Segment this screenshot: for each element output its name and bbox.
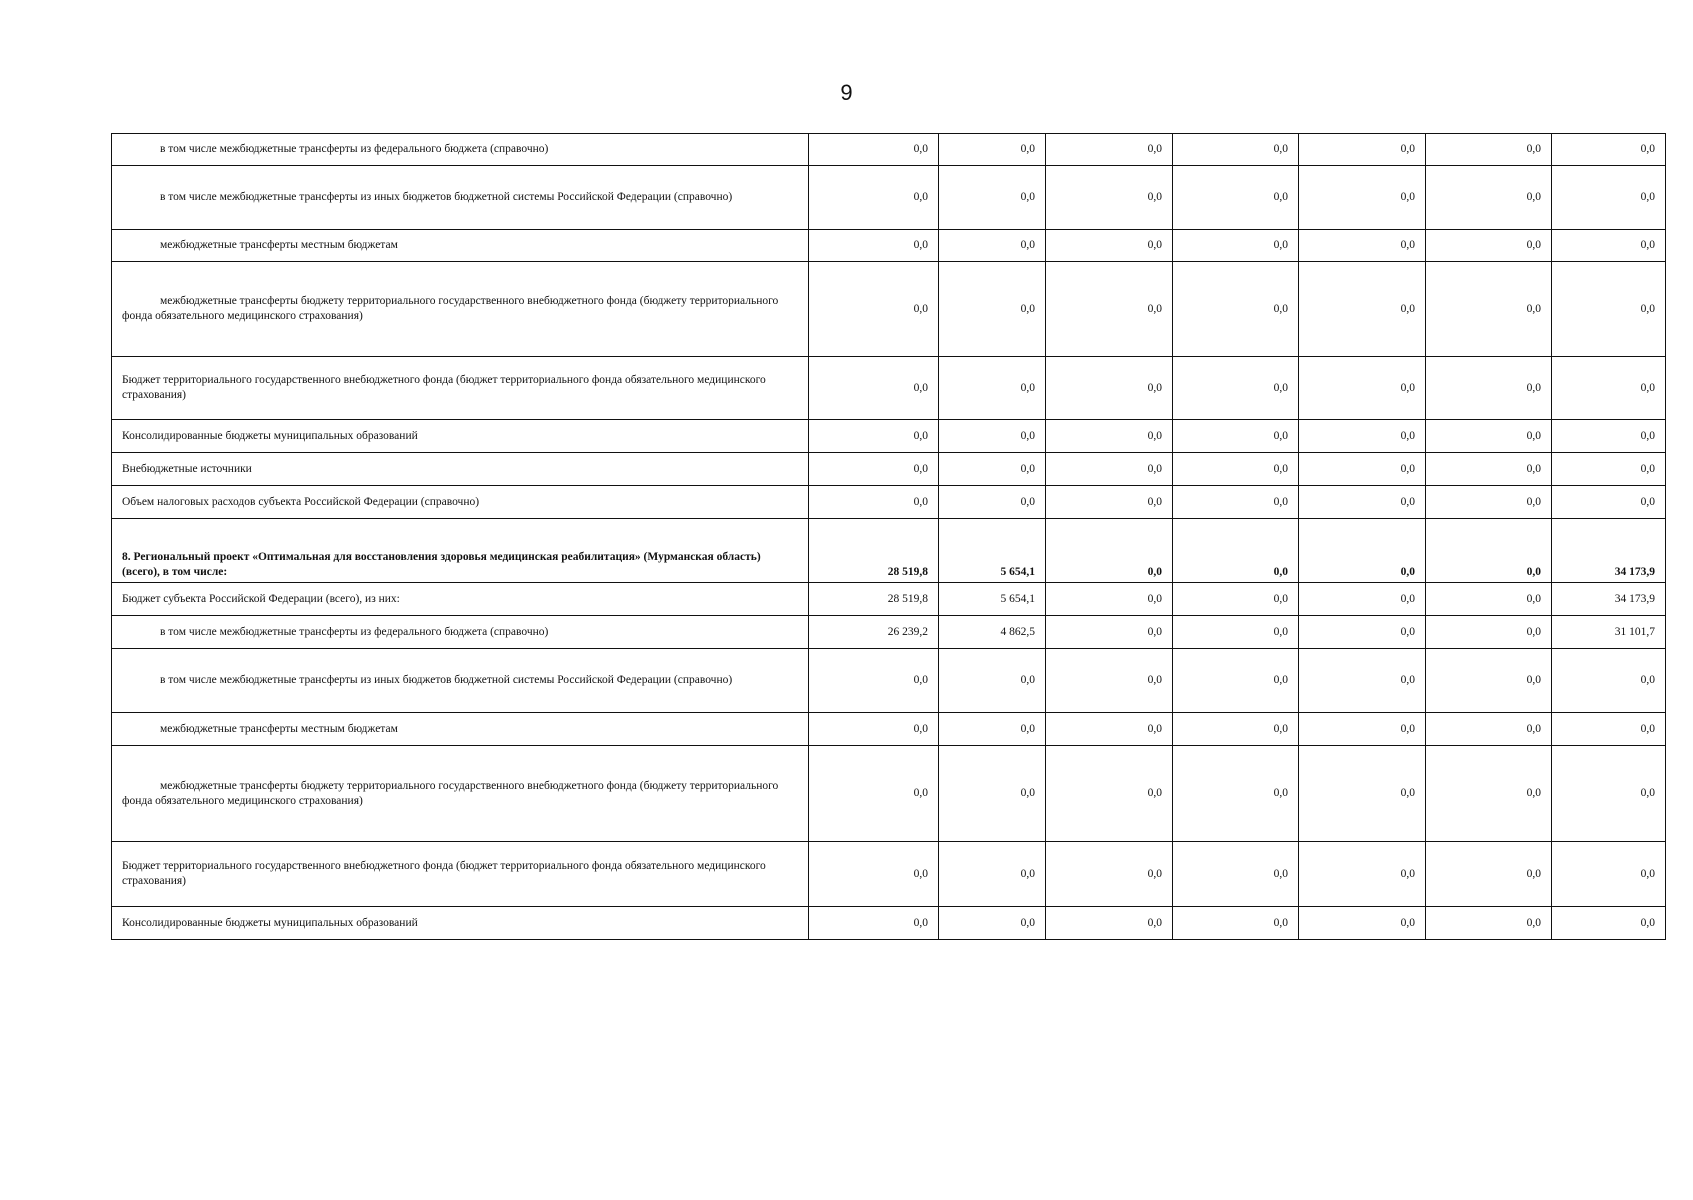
row-value: 0,0 [939, 357, 1046, 420]
row-value: 0,0 [1426, 583, 1552, 616]
row-value: 0,0 [1046, 134, 1173, 166]
row-value: 0,0 [1173, 616, 1299, 649]
table-row [112, 713, 1666, 746]
budget-table [111, 133, 1666, 940]
row-value: 0,0 [1046, 357, 1173, 420]
row-value: 0,0 [1299, 616, 1426, 649]
row-value: 0,0 [809, 713, 939, 746]
row-value: 34 173,9 [1552, 519, 1666, 583]
row-value: 0,0 [1299, 134, 1426, 166]
row-value: 0,0 [939, 842, 1046, 907]
table-body [112, 134, 1666, 940]
row-value: 34 173,9 [1552, 583, 1666, 616]
row-label: в том числе межбюджетные трансферты из федерального бюджета (справочно) [112, 616, 809, 649]
row-value: 0,0 [1173, 907, 1299, 940]
row-value: 0,0 [809, 262, 939, 357]
row-label: межбюджетные трансферты местным бюджетам [112, 713, 809, 746]
row-value: 0,0 [1046, 453, 1173, 486]
row-value: 0,0 [1046, 262, 1173, 357]
row-label: межбюджетные трансферты бюджету территориального государственного внебюджетного фонда (бюджету территориального фонда обязательного медицинского страхования) [112, 746, 809, 842]
table-row [112, 907, 1666, 940]
row-value: 0,0 [1552, 746, 1666, 842]
row-value: 28 519,8 [809, 519, 939, 583]
row-value: 0,0 [939, 166, 1046, 230]
table-row [112, 519, 1666, 583]
row-value: 0,0 [939, 420, 1046, 453]
row-value: 0,0 [1173, 134, 1299, 166]
row-label: межбюджетные трансферты местным бюджетам [112, 230, 809, 262]
row-value: 0,0 [1299, 583, 1426, 616]
row-value: 0,0 [809, 230, 939, 262]
row-value: 0,0 [1426, 649, 1552, 713]
table-row [112, 746, 1666, 842]
row-value: 0,0 [1299, 746, 1426, 842]
row-value: 0,0 [1426, 616, 1552, 649]
row-label: Объем налоговых расходов субъекта Российской Федерации (справочно) [112, 486, 809, 519]
row-value: 0,0 [1426, 842, 1552, 907]
row-value: 0,0 [1046, 519, 1173, 583]
row-value: 0,0 [1173, 420, 1299, 453]
row-value: 0,0 [1426, 486, 1552, 519]
row-value: 0,0 [1426, 713, 1552, 746]
row-value: 0,0 [1426, 453, 1552, 486]
table-row [112, 616, 1666, 649]
row-value: 0,0 [1046, 842, 1173, 907]
row-value: 0,0 [1299, 486, 1426, 519]
row-value: 0,0 [1046, 420, 1173, 453]
row-value: 26 239,2 [809, 616, 939, 649]
row-value: 0,0 [1299, 166, 1426, 230]
row-value: 0,0 [1173, 746, 1299, 842]
row-value: 0,0 [1046, 166, 1173, 230]
row-value: 0,0 [1426, 166, 1552, 230]
table-row [112, 230, 1666, 262]
row-value: 0,0 [1173, 230, 1299, 262]
row-value: 0,0 [939, 262, 1046, 357]
row-value: 0,0 [1299, 420, 1426, 453]
row-value: 0,0 [1299, 713, 1426, 746]
page-number: 9 [840, 80, 853, 105]
row-value: 0,0 [939, 453, 1046, 486]
row-label: Внебюджетные источники [112, 453, 809, 486]
row-value: 0,0 [1299, 649, 1426, 713]
row-value: 0,0 [1299, 907, 1426, 940]
row-value: 0,0 [1173, 262, 1299, 357]
row-value: 0,0 [1046, 746, 1173, 842]
row-value: 0,0 [809, 357, 939, 420]
table-row [112, 649, 1666, 713]
row-value: 0,0 [1552, 486, 1666, 519]
row-label: в том числе межбюджетные трансферты из иных бюджетов бюджетной системы Российской Федерации (справочно) [112, 649, 809, 713]
table-row [112, 134, 1666, 166]
row-value: 0,0 [1173, 842, 1299, 907]
row-label: межбюджетные трансферты бюджету территориального государственного внебюджетного фонда (бюджету территориального фонда обязательного медицинского страхования) [112, 262, 809, 357]
row-value: 28 519,8 [809, 583, 939, 616]
row-value: 0,0 [939, 907, 1046, 940]
row-value: 0,0 [1552, 262, 1666, 357]
row-value: 0,0 [1552, 357, 1666, 420]
row-value: 0,0 [1552, 420, 1666, 453]
row-value: 0,0 [809, 420, 939, 453]
row-value: 0,0 [809, 486, 939, 519]
row-label: в том числе межбюджетные трансферты из федерального бюджета (справочно) [112, 134, 809, 166]
row-value: 0,0 [1552, 842, 1666, 907]
row-value: 0,0 [939, 746, 1046, 842]
row-value: 0,0 [1299, 453, 1426, 486]
row-value: 0,0 [1046, 230, 1173, 262]
row-value: 0,0 [809, 166, 939, 230]
row-value: 31 101,7 [1552, 616, 1666, 649]
row-label: Консолидированные бюджеты муниципальных образований [112, 907, 809, 940]
row-value: 0,0 [1426, 230, 1552, 262]
row-value: 0,0 [1299, 262, 1426, 357]
row-value: 0,0 [1173, 453, 1299, 486]
row-value: 0,0 [809, 649, 939, 713]
row-value: 0,0 [939, 230, 1046, 262]
table-row [112, 357, 1666, 420]
row-value: 4 862,5 [939, 616, 1046, 649]
table-row [112, 486, 1666, 519]
row-value: 5 654,1 [939, 583, 1046, 616]
row-value: 0,0 [1426, 262, 1552, 357]
row-value: 0,0 [809, 907, 939, 940]
row-value: 0,0 [1426, 420, 1552, 453]
row-label: Бюджет территориального государственного внебюджетного фонда (бюджет территориального фонда обязательного медицинского страхования) [112, 842, 809, 907]
row-value: 0,0 [1552, 713, 1666, 746]
table-row [112, 166, 1666, 230]
row-value: 0,0 [939, 713, 1046, 746]
row-value: 0,0 [1173, 713, 1299, 746]
row-value: 0,0 [1552, 649, 1666, 713]
row-label: в том числе межбюджетные трансферты из иных бюджетов бюджетной системы Российской Федерации (справочно) [112, 166, 809, 230]
row-value: 0,0 [1046, 713, 1173, 746]
row-value: 0,0 [1552, 230, 1666, 262]
row-value: 0,0 [1299, 230, 1426, 262]
row-value: 0,0 [1426, 746, 1552, 842]
row-value: 0,0 [1299, 842, 1426, 907]
row-value: 0,0 [939, 486, 1046, 519]
row-value: 0,0 [809, 842, 939, 907]
row-value: 0,0 [1299, 519, 1426, 583]
row-value: 0,0 [1046, 583, 1173, 616]
row-value: 0,0 [1552, 453, 1666, 486]
row-value: 0,0 [1426, 519, 1552, 583]
row-value: 5 654,1 [939, 519, 1046, 583]
row-label: Бюджет территориального государственного внебюджетного фонда (бюджет территориального фонда обязательного медицинского страхования) [112, 357, 809, 420]
row-value: 0,0 [1046, 649, 1173, 713]
row-value: 0,0 [1426, 357, 1552, 420]
row-value: 0,0 [1046, 616, 1173, 649]
row-value: 0,0 [1173, 486, 1299, 519]
row-value: 0,0 [1046, 486, 1173, 519]
row-value: 0,0 [809, 134, 939, 166]
row-value: 0,0 [1552, 134, 1666, 166]
row-value: 0,0 [939, 649, 1046, 713]
row-label: Консолидированные бюджеты муниципальных образований [112, 420, 809, 453]
table-row [112, 420, 1666, 453]
table-row [112, 262, 1666, 357]
row-value: 0,0 [809, 453, 939, 486]
row-value: 0,0 [1173, 357, 1299, 420]
row-value: 0,0 [1552, 166, 1666, 230]
table-row [112, 842, 1666, 907]
row-value: 0,0 [1173, 519, 1299, 583]
row-value: 0,0 [1173, 166, 1299, 230]
table-row [112, 583, 1666, 616]
row-label: Бюджет субъекта Российской Федерации (всего), из них: [112, 583, 809, 616]
row-label: 8. Региональный проект «Оптимальная для восстановления здоровья медицинская реабилитация» (Мурманская область) (всего), в том числе: [112, 519, 809, 583]
row-value: 0,0 [1426, 134, 1552, 166]
row-value: 0,0 [1299, 357, 1426, 420]
row-value: 0,0 [809, 746, 939, 842]
row-value: 0,0 [939, 134, 1046, 166]
row-value: 0,0 [1552, 907, 1666, 940]
row-value: 0,0 [1046, 907, 1173, 940]
row-value: 0,0 [1173, 649, 1299, 713]
row-value: 0,0 [1173, 583, 1299, 616]
table-row [112, 453, 1666, 486]
row-value: 0,0 [1426, 907, 1552, 940]
